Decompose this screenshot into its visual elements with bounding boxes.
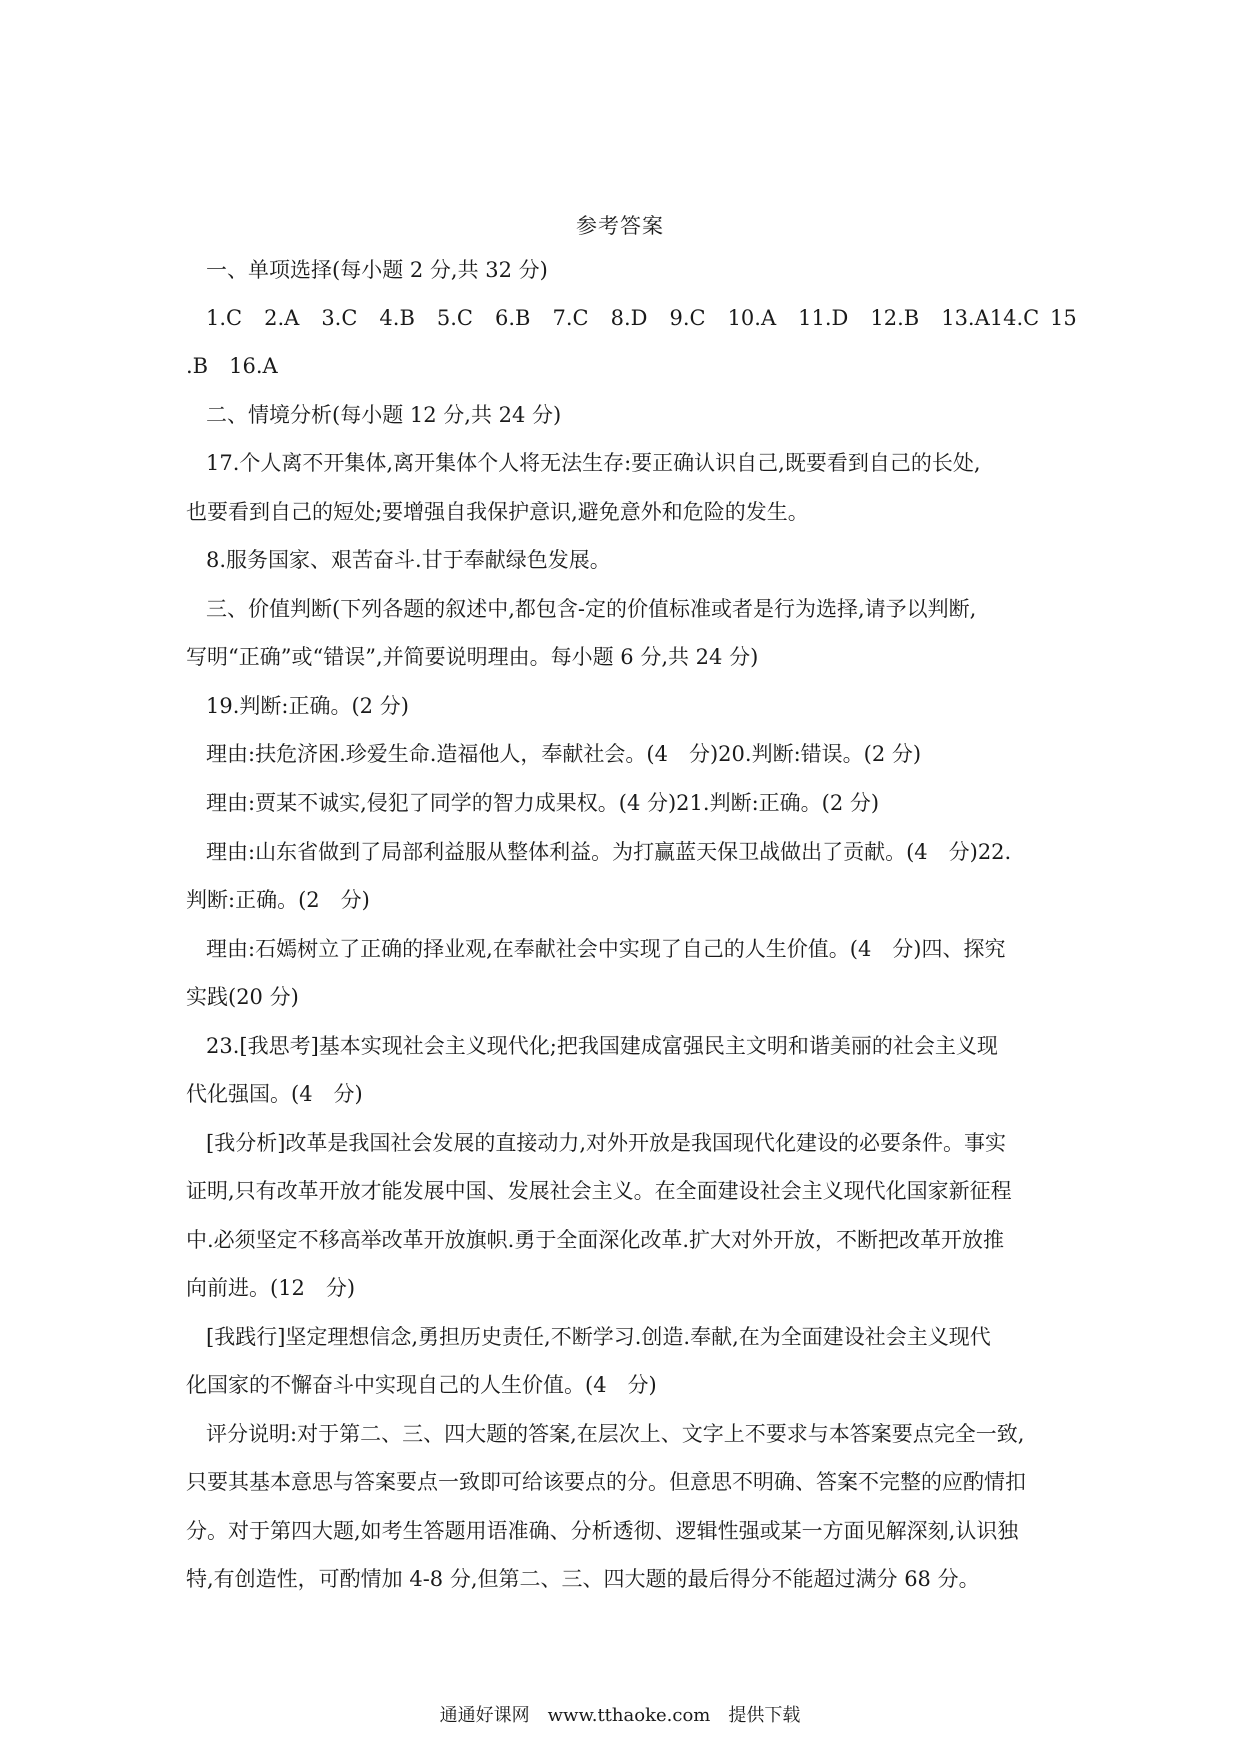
- answer-item: 10.A: [727, 306, 777, 330]
- q18-answer: 8.服务国家、艰苦奋斗.甘于奉献绿色发展。: [206, 548, 611, 572]
- q23-practice-line-2: 化国家的不懈奋斗中实现自己的人生价值。(4 分): [186, 1373, 657, 1397]
- answer-item: 1.C: [206, 306, 243, 330]
- answer-item: 5.C: [436, 306, 473, 330]
- q19-judgment: 19.判断:正确。(2 分): [206, 694, 409, 718]
- q19-reason: 理由:扶危济困.珍爱生命.造福他人，奉献社会。(4 分)20.判断:错误。(2 分): [206, 742, 922, 766]
- q23-practice-line-1: [我践行]坚定理想信念,勇担历史责任,不断学习.创造.奉献,在为全面建设社会主义现代: [206, 1325, 991, 1349]
- answer-item: 11.D: [798, 306, 849, 330]
- answer-item: 9.C: [669, 306, 706, 330]
- q17-line-2: 也要看到自己的短处;要增强自我保护意识,避免意外和危险的发生。: [186, 500, 809, 524]
- q23-analyze-line-2: 证明,只有改革开放才能发展中国、发展社会主义。在全面建设社会主义现代化国家新征程: [186, 1179, 1012, 1203]
- page-title: 参考答案: [576, 214, 664, 238]
- q22-reason-line-2: 实践(20 分): [186, 985, 299, 1009]
- scoring-note-line-1: 评分说明:对于第二、三、四大题的答案,在层次上、文字上不要求与本答案要点完全一致,: [206, 1422, 1025, 1446]
- section1-heading: 一、单项选择(每小题 2 分,共 32 分): [206, 258, 548, 282]
- answer-item: 6.B: [495, 306, 531, 330]
- q20-reason: 理由:贾某不诚实,侵犯了同学的智力成果权。(4 分)21.判断:正确。(2 分): [206, 791, 880, 815]
- section2-heading: 二、情境分析(每小题 12 分,共 24 分): [206, 403, 562, 427]
- page-footer: 通通好课网 www.tthaoke.com 提供下载: [439, 1705, 801, 1726]
- answer-item: 12.B: [870, 306, 920, 330]
- section3-heading-line-2: 写明“正确”或“错误”,并简要说明理由。每小题 6 分,共 24 分): [186, 645, 759, 669]
- scoring-note-line-2: 只要其基本意思与答案要点一致即可给该要点的分。但意思不明确、答案不完整的应酌情扣: [186, 1470, 1026, 1494]
- answer-item: 8.D: [610, 306, 648, 330]
- q23-analyze-line-3: 中.必须坚定不移高举改革开放旗帜.勇于全面深化改革.扩大对外开放，不断把改革开放推: [186, 1228, 1005, 1252]
- answer-item: 7.C: [552, 306, 589, 330]
- q23-think-line-1: 23.[我思考]基本实现社会主义现代化;把我国建成富强民主文明和谐美丽的社会主义现: [206, 1034, 998, 1058]
- scoring-note-line-4: 特,有创造性，可酌情加 4-8 分,但第二、三、四大题的最后得分不能超过满分 68 分。: [186, 1567, 980, 1591]
- scoring-note-line-3: 分。对于第四大题,如考生答题用语准确、分析透彻、逻辑性强或某一方面见解深刻,认识独: [186, 1519, 1019, 1543]
- answer-item: 13.A14.C: [941, 306, 1040, 330]
- answer-item: 3.C: [321, 306, 358, 330]
- answer-item: 2.A: [264, 306, 300, 330]
- answer-item: 4.B: [379, 306, 415, 330]
- answers-line-2: .B 16.A: [186, 354, 278, 378]
- answers-line-1: [206, 308, 1061, 329]
- q21-reason-line-2: 判断:正确。(2 分): [186, 888, 370, 912]
- section3-heading-line-1: 三、价值判断(下列各题的叙述中,都包含-定的价值标准或者是行为选择,请予以判断,: [206, 597, 977, 621]
- q17-line-1: 17.个人离不开集体,离开集体个人将无法生存:要正确认识自己,既要看到自己的长处,: [206, 451, 981, 475]
- q23-analyze-line-4: 向前进。(12 分): [186, 1276, 356, 1300]
- q21-reason-line-1: 理由:山东省做到了局部利益服从整体利益。为打赢蓝天保卫战做出了贡献。(4 分)22.: [206, 840, 1012, 864]
- q23-analyze-line-1: [我分析]改革是我国社会发展的直接动力,对外开放是我国现代化建设的必要条件。事实: [206, 1131, 1007, 1155]
- answers-line-1-end: 15: [1050, 306, 1077, 330]
- q23-think-line-2: 代化强国。(4 分): [186, 1082, 363, 1106]
- q22-reason-line-1: 理由:石嫣树立了正确的择业观,在奉献社会中实现了自己的人生价值。(4 分)四、探究: [206, 937, 1006, 961]
